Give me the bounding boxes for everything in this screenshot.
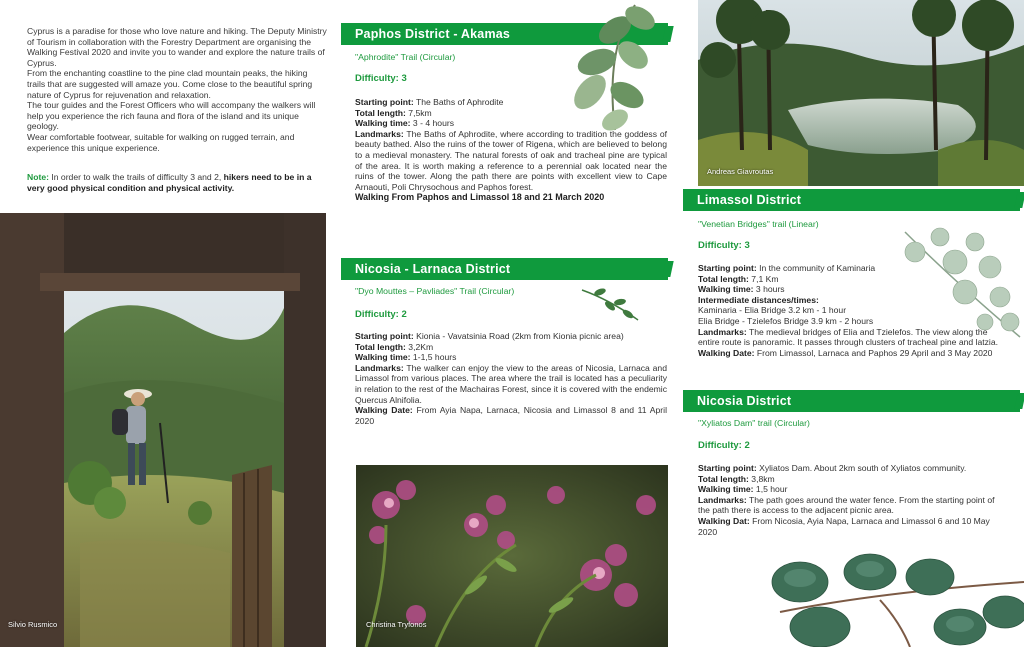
intro-paragraph: The tour guides and the Forest Officers who will accompany the walkers will help you experience the rich fauna and flora of the island and its unique geology.	[27, 100, 316, 132]
intro-text	[27, 26, 327, 153]
walking-date-paphos: Walking From Paphos and Limassol 18 and 21 March 2020	[355, 192, 605, 203]
value: 7,5km	[405, 107, 432, 118]
label: Landmarks:	[355, 362, 404, 373]
photo-credit: Christina Tryfonos	[366, 620, 427, 629]
intermediate-distance: Kaminaria - Elia Bridge 3.2 km - 1 hour	[698, 305, 847, 316]
value: 1-1,5 hours	[410, 352, 457, 363]
value: Kionia - Vavatsinia Road (2km from Kionia picnic area)	[413, 331, 624, 341]
value: 3 - 4 hours	[410, 118, 455, 129]
trail-name-nicosia: "Xyliatos Dam" trail (Circular)	[698, 418, 810, 428]
label: Walking time:	[355, 118, 411, 129]
difficulty-nicosia-larnaca: Difficulty: 2	[355, 309, 407, 320]
details-paphos	[355, 97, 667, 203]
value: 1,5 hour	[753, 484, 788, 495]
photo-credit: Andreas Giavroutas	[707, 167, 774, 176]
section-header-nicosia: Nicosia District	[683, 390, 1020, 412]
intro-paragraph: From the enchanting coastline to the pine clad mountain peaks, the hiking trails that are suggested will amaze you. Come close to the beautiful spring nature of Cyprus for rejuvenation and relaxation.	[27, 68, 313, 100]
lake-photo	[698, 0, 1024, 186]
label: Total length:	[698, 473, 749, 484]
leaf-sprig-icon	[580, 282, 642, 324]
difficulty-paphos: Difficulty: 3	[355, 73, 407, 84]
hiker-photo-illustration	[0, 213, 326, 647]
flowers-photo	[356, 465, 668, 647]
value: The path goes around the water fence. From the starting point of the path there is access to the adjacent picnic area.	[698, 494, 995, 516]
label: Total length:	[698, 273, 749, 284]
label: Intermediate distances/times:	[698, 294, 819, 305]
photo-credit: Silvio Rusmico	[8, 620, 58, 629]
difficulty-nicosia: Difficulty: 2	[698, 440, 750, 451]
label: Starting point:	[355, 331, 414, 341]
value: From Nicosia, Ayia Napa, Larnaca and Limassol 6 and 10 May 2020	[698, 515, 990, 537]
note-label: Note:	[27, 172, 49, 182]
label: Walking time:	[698, 284, 754, 295]
label: Starting point:	[355, 97, 414, 107]
section-header-nicosia-larnaca: Nicosia - Larnaca District	[341, 258, 668, 280]
label: Starting point:	[698, 463, 757, 473]
value: In the community of Kaminaria	[756, 263, 876, 273]
value: The medieval bridges of Elia and Tzielefos. The view along the entire route is panoramic. It passes through clusters of tracheal pine and latzia.	[698, 326, 998, 348]
label: Walking Dat:	[698, 515, 750, 526]
section-header-limassol: Limassol District	[683, 189, 1020, 211]
label: Total length:	[355, 341, 406, 352]
value: The Baths of Aphrodite, where according to tradition the goddess of beauty bathed. Also the ruins of the tower of Rigena, which are believed to belong to a medieval monastery. The natural forests of oak and tracheal pine are typical of the area. It is worth making a reference to a perennial oak located near the ruins of the tower. Along the path there are points with excellent view to Cape Arnaouti, Poli Chrysochous and Paphos forest.	[355, 128, 667, 192]
lake-photo-illustration	[698, 0, 1024, 186]
value: From Limassol, Larnaca and Paphos 29 April and 3 May 2020	[754, 347, 993, 358]
value: 3,8km	[748, 473, 775, 484]
details-nicosia	[698, 463, 1004, 537]
value: The walker can enjoy the view to the areas of Nicosia, Larnaca and Limassol from various places. The area where the trail is located has a peculiarity in relation to the rest of the Machairas Forest, since it is covered with the endemic Quercus Alnifolia.	[355, 362, 667, 405]
difficulty-limassol: Difficulty: 3	[698, 240, 750, 251]
section-header-paphos: Paphos District - Akamas	[341, 23, 668, 45]
value: 3 hours	[753, 284, 785, 295]
label: Landmarks:	[698, 326, 747, 337]
note-text	[27, 172, 327, 194]
note-body: In order to walk the trails of difficulty 3 and 2,	[48, 172, 224, 182]
label: Landmarks:	[355, 128, 404, 139]
value: Xyliatos Dam. About 2km south of Xyliatos community.	[756, 463, 967, 473]
hiker-photo	[0, 213, 326, 647]
label: Total length:	[355, 107, 406, 118]
value: 3,2Km	[405, 341, 434, 352]
value: 7,1 Km	[748, 273, 779, 284]
details-limassol	[698, 263, 1000, 358]
intermediate-distance: Elia Bridge - Tzielefos Bridge 3.9 km - 2 hours	[698, 315, 874, 326]
value: The Baths of Aphrodite	[413, 97, 504, 107]
trail-name-nicosia-larnaca: "Dyo Mouttes – Pavliades" Trail (Circular)	[355, 286, 515, 296]
label: Starting point:	[698, 263, 757, 273]
label: Walking time:	[355, 352, 411, 363]
label: Walking Date:	[355, 405, 413, 416]
intro-paragraph: Wear comfortable footwear, suitable for walking on rugged terrain, and experience this unique experience.	[27, 131, 295, 153]
trail-name-limassol: "Venetian Bridges" trail (Linear)	[698, 219, 819, 229]
note-emphasis: hikers need to be in a very good physical condition and physical activity.	[27, 172, 312, 193]
trail-name-paphos: "Aphrodite" Trail (Circular)	[355, 52, 456, 62]
value: From Ayia Napa, Larnaca, Nicosia and Limassol 8 and 11 April 2020	[355, 405, 667, 426]
details-nicosia-larnaca	[355, 331, 667, 426]
label: Walking time:	[698, 484, 754, 495]
intro-paragraph: Cyprus is a paradise for those who love nature and hiking. The Deputy Ministry of Tourism in collaboration with the Forestry Department are organising the Walking Festival 2020 and invite you to wander and explore the nature trails of Cyprus.	[27, 26, 327, 68]
label: Walking Date:	[698, 347, 755, 358]
label: Landmarks:	[698, 494, 747, 505]
eucalyptus-icon	[760, 552, 1024, 647]
